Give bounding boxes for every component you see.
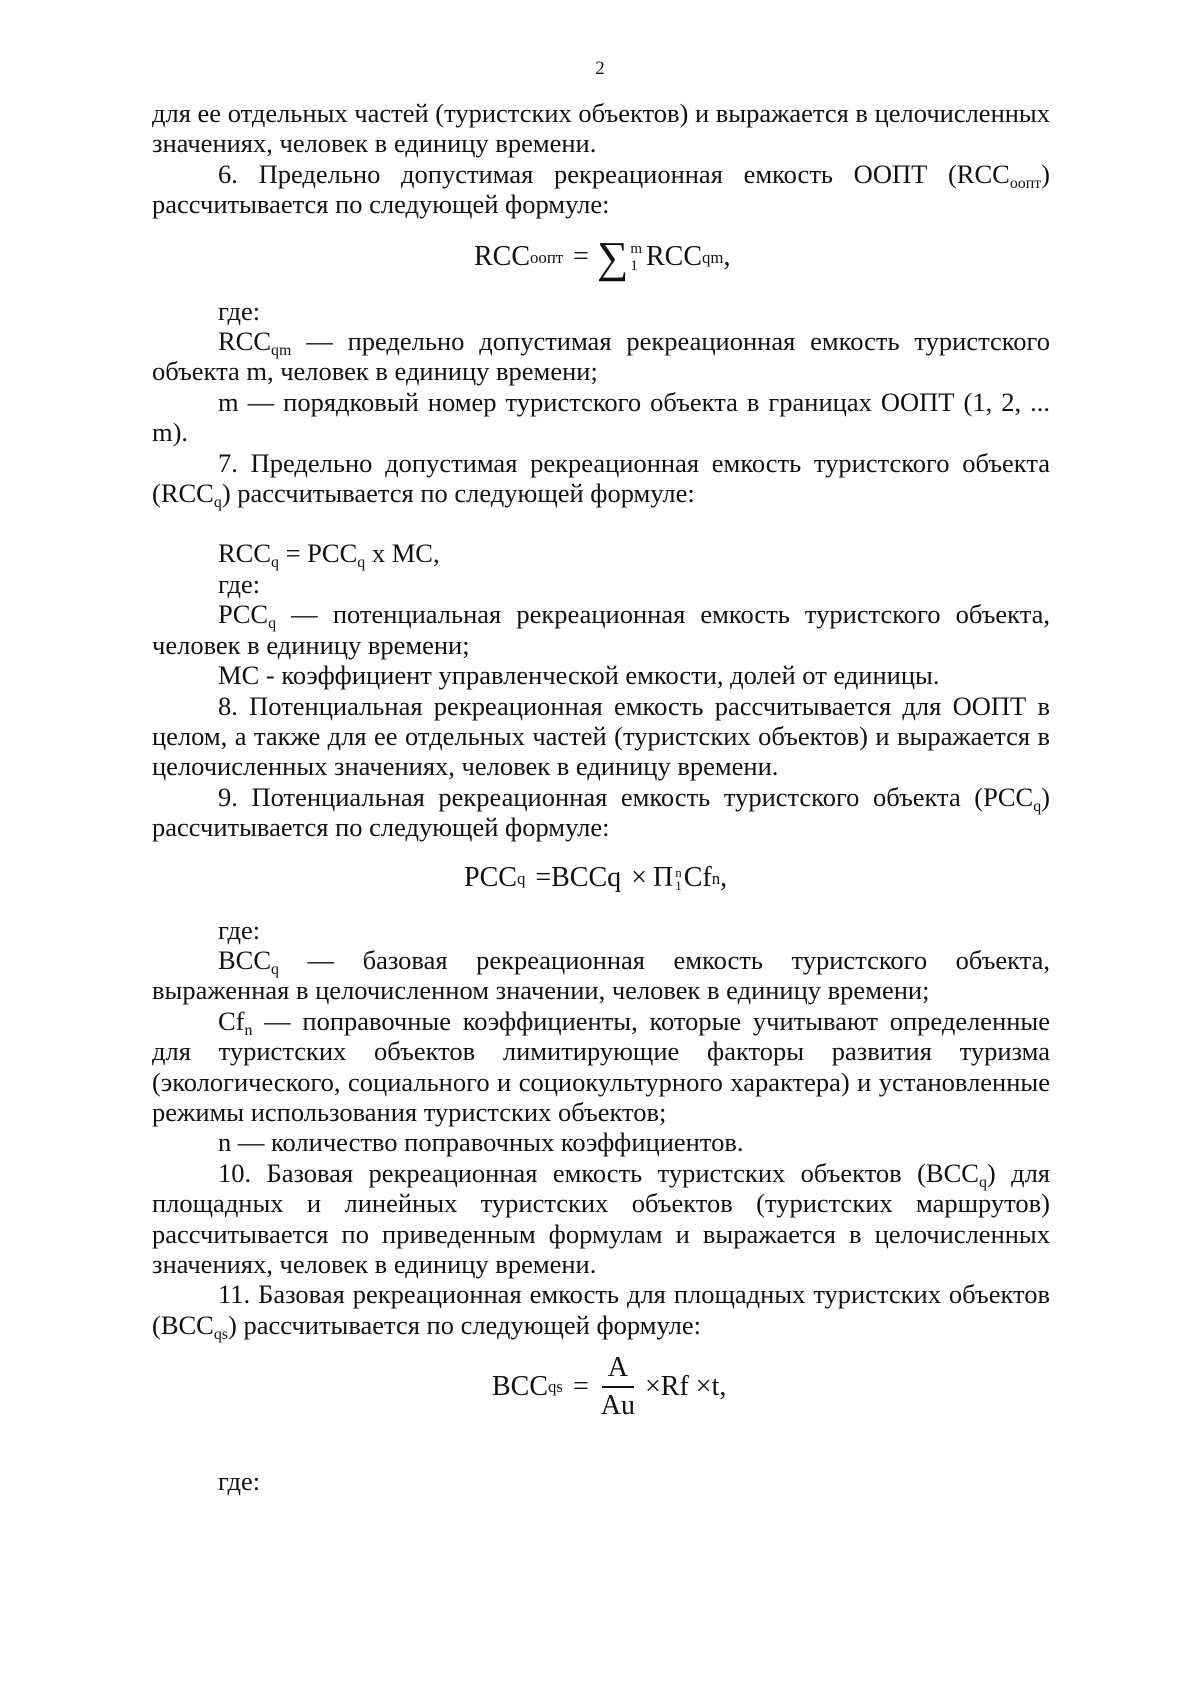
document-body	[152, 98, 1050, 1497]
where-label: где:	[218, 295, 261, 326]
paragraph-6: 6. Предельно допустимая рекреационная емкость ООПТ $(RCC_{оопт})$ рассчитывается по следующей формуле:	[152, 158, 1050, 220]
formula-bcc-qs: BCC qs = $\frac{A}{Au}$ ×Rf ×t,	[492, 1352, 727, 1422]
definition-mc: МС - коэффициент управленческой емкости, долей от единицы.	[218, 660, 940, 691]
page-number: 2	[595, 58, 605, 79]
paragraph-11: 11. Базовая рекреационная емкость для площадных туристских объектов $(BCC_{qs})$ рассчитывается по следующей формуле:	[152, 1279, 1050, 1343]
definition-cf-n: $Cf_n$ — поправочные коэффициенты, которые учитывают определенные для туристских объектов лимитирующие факторы развития туризма (экологического, социального и социокультурного характера) и установленные режимы использования туристских объектов;	[152, 1005, 1050, 1127]
definition-rcc-qm: $RCC_{qm}$ — предельно допустимая рекреационная емкость туристского объекта m, человек в единицу времени;	[152, 326, 1050, 387]
formula-pcc-q: PCC q =BCCq × Π n 1 Cf n ,	[464, 862, 728, 894]
formula-rcc-oopt: RCC оопт = ∑ m 1 RCC qm ,	[474, 232, 731, 282]
product-symbol: Π	[652, 862, 674, 894]
paragraph-continuation: для ее отдельных частей (туристских объектов) и выражается в целочисленных значениях, человек в единицу времени.	[152, 98, 1050, 159]
definition-pcc-q: $PCC_q$ — потенциальная рекреационная емкость туристского объекта, человек в единицу времени;	[152, 599, 1050, 660]
paragraph-7: 7. Предельно допустимая рекреационная емкость туристского объекта $(RCC_q)$ рассчитывается по следующей формуле:	[152, 447, 1050, 511]
paragraph-10: 10. Базовая рекреационная емкость туристских объектов $(BCC_q)$ для площадных и линейных туристских объектов (туристских маршрутов) рассчитывается по приведенным формулам и выражается в целочисленных значениях, человек в единицу времени.	[152, 1157, 1050, 1279]
formula-rcc-q: $RCC_q = PCC_q$ х МС,	[218, 538, 440, 572]
definition-n: n — количество поправочных коэффициентов.	[218, 1127, 744, 1158]
sum-symbol: ∑	[596, 232, 629, 282]
where-label: где:	[218, 568, 261, 599]
where-label: где:	[218, 914, 261, 945]
definition-bcc-q: $BCC_q$ — базовая рекреационная емкость туристского объекта, выраженная в целочисленном значении, человек в единицу времени;	[152, 944, 1050, 1006]
paragraph-9: 9. Потенциальная рекреационная емкость туристского объекта $(PCC_q)$ рассчитывается по следующей формуле:	[152, 781, 1050, 843]
paragraph-8: 8. Потенциальная рекреационная емкость рассчитывается для ООПТ в целом, а также для ее отдельных частей (туристских объектов) и выражается в целочисленных значениях, человек в единицу времени.	[152, 690, 1050, 782]
where-label: где:	[218, 1466, 261, 1497]
fraction-a-over-au: $\frac{A}{Au}$	[600, 1352, 635, 1422]
definition-m: m — порядковый номер туристского объекта в границах ООПТ (1, 2, ... m).	[152, 386, 1050, 448]
